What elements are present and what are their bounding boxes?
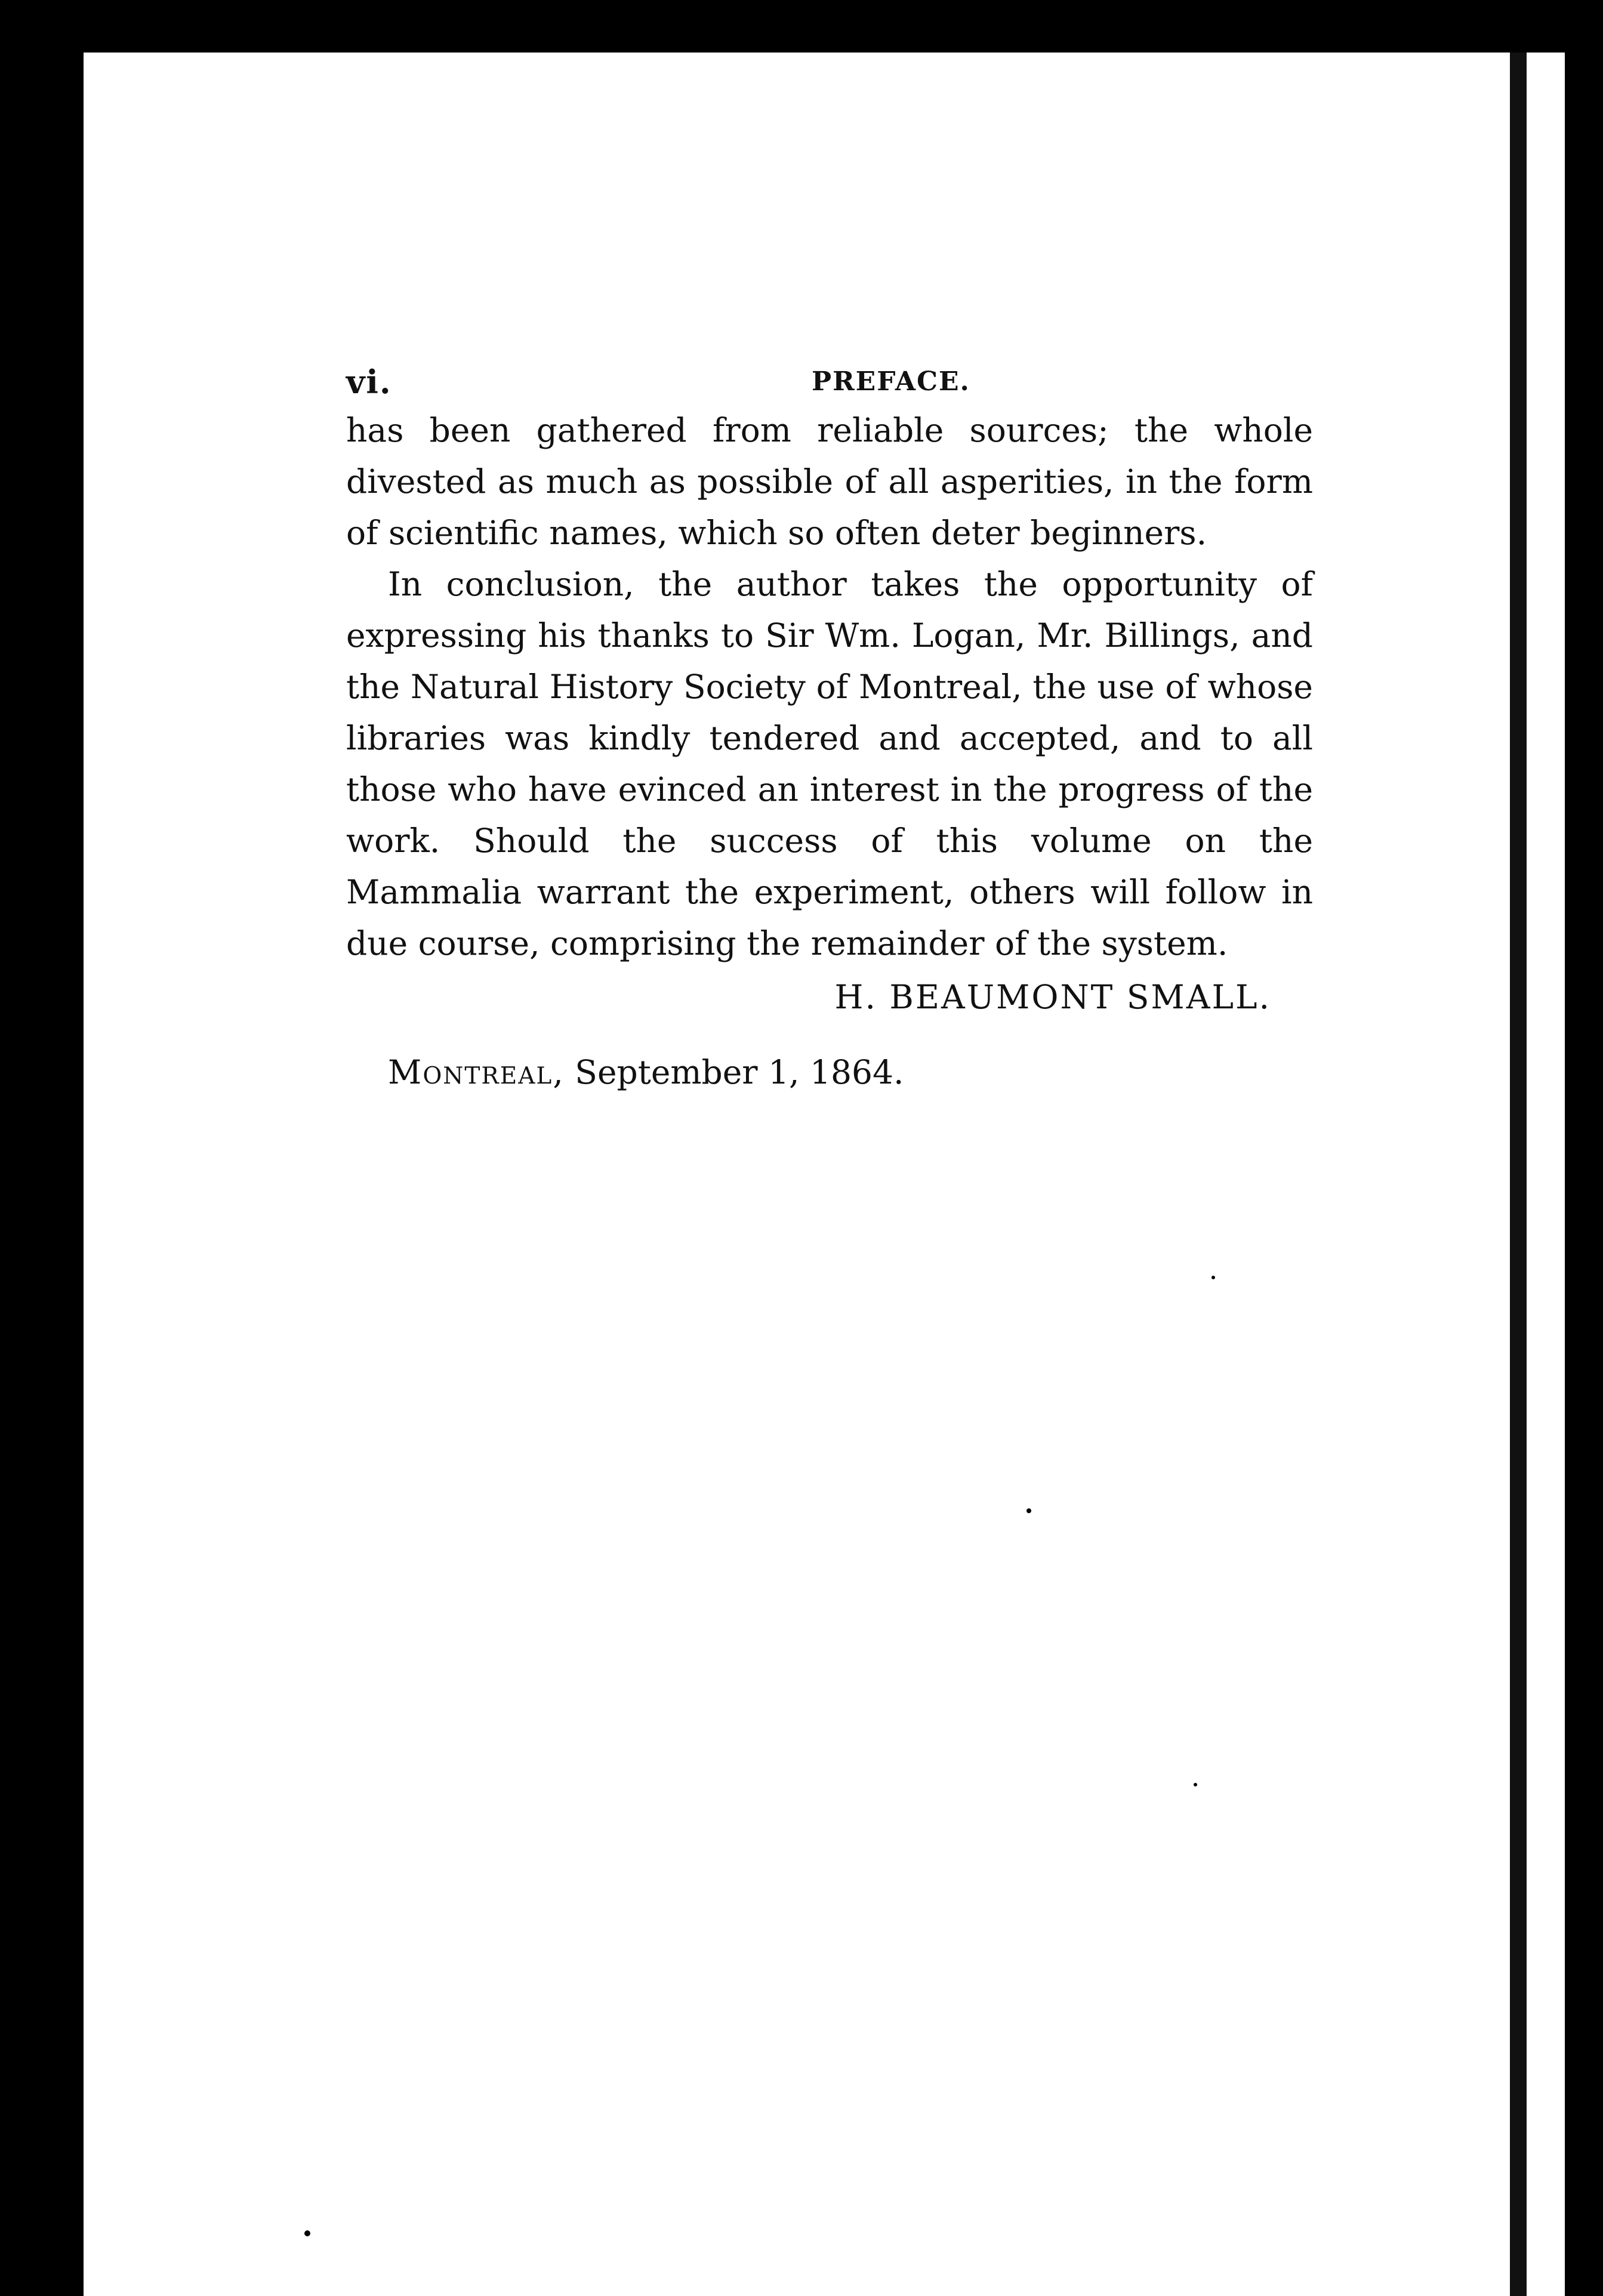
scan-speck bbox=[1026, 1508, 1031, 1513]
facing-page-edge bbox=[1527, 53, 1565, 2296]
paragraph-continuation: has been gathered from reliable sources; the whole divested as much as possible of all asperities, in the form of scientific names, which so often deter beginners. bbox=[346, 411, 1313, 552]
running-head-title: PREFACE. bbox=[812, 366, 970, 397]
page-text-block bbox=[346, 351, 1313, 1098]
page-number: vi. bbox=[346, 363, 392, 401]
dateline-place: Montreal, bbox=[388, 1053, 565, 1091]
scan-speck bbox=[1212, 1276, 1215, 1279]
page-gutter-edge bbox=[1510, 53, 1527, 2296]
book-page bbox=[84, 53, 1565, 2296]
author-signature: H. BEAUMONT SMALL. bbox=[834, 978, 1271, 1016]
paragraph-conclusion: In conclusion, the author takes the opportunity of expressing his thanks to Sir Wm. Logan, Mr. Billings, and the Natural History Society of Montreal, the use of whose libraries was kindly tendered and accepted, and to all those who have evinced an interest in the progress of the work. Should the success of this volume on the Mammalia warrant the experiment, others will follow in due course, comprising the remainder of the system. bbox=[346, 565, 1313, 962]
scan-speck bbox=[304, 2230, 310, 2236]
scan-speck bbox=[1194, 1783, 1197, 1786]
running-head bbox=[346, 351, 1313, 405]
dateline-date: September 1, 1864. bbox=[575, 1053, 904, 1091]
dateline bbox=[346, 1047, 1313, 1098]
